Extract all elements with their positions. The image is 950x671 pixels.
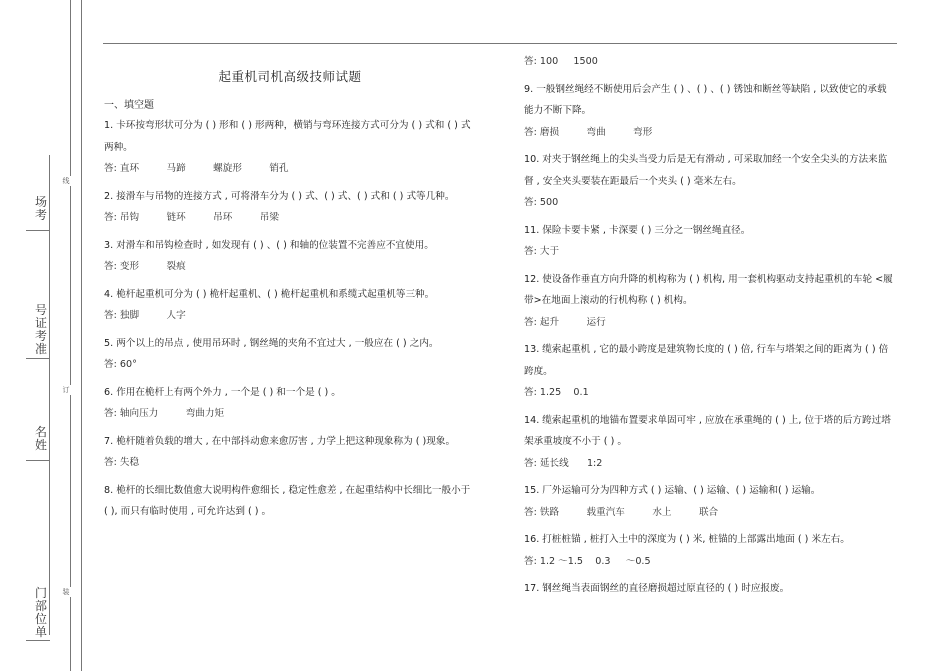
- right-column: [524, 51, 896, 606]
- binding-line-fields: [49, 155, 50, 635]
- answer-text: 答: 延长线 1:2: [524, 457, 603, 469]
- question-list: [104, 115, 476, 523]
- binding-tag-zhuang: 装: [60, 587, 72, 597]
- answer-text: 答: 磨损 弯曲 弯形: [524, 126, 653, 138]
- question-item: [524, 339, 896, 404]
- question-item: [104, 235, 476, 278]
- header-rule: [103, 43, 897, 44]
- question-item: [104, 186, 476, 229]
- binding-tag-xian: 线: [60, 176, 72, 186]
- field-underline: [26, 460, 50, 461]
- question-text: 4. 桅杆起重机可分为 ( ) 桅杆起重机、( ) 桅杆起重机和系缆式起重机等三种。: [104, 288, 435, 300]
- question-item: [524, 149, 896, 214]
- binding-line-inner: [81, 0, 82, 671]
- question-item: [524, 410, 896, 475]
- field-label-department: 门部位单: [34, 586, 47, 639]
- question-item: [524, 529, 896, 572]
- question-item: [524, 269, 896, 334]
- question-text: 2. 接滑车与吊物的连接方式 , 可将滑车分为 ( ) 式、( ) 式、( ) 式和 ( ) 式等几种。: [104, 190, 455, 202]
- question-text: 7. 桅杆随着负载的增大 , 在中部抖动愈来愈厉害 , 力学上把这种现象称为 ( )现象。: [104, 435, 456, 447]
- question-text: 1. 卡环按弯形状可分为 ( ) 形和 ( ) 形两种，横销与弯环连接方式可分为 ( ) 式和 ( ) 式两种。: [104, 120, 471, 153]
- question-text: 16. 打桩桩锚 , 桩打入土中的深度为 ( ) 米, 桩锚的上部露出地面 ( ) 米左右。: [524, 534, 850, 545]
- question-text: 15. 厂外运输可分为四种方式 ( ) 运输、( ) 运输、( ) 运输和( ) 运输。: [524, 485, 821, 496]
- binding-line-outer: [70, 0, 71, 671]
- question-item: [524, 51, 896, 73]
- answer-text: 答: 吊钩 链环 吊环 吊梁: [104, 212, 279, 223]
- section-heading: 一、填空题: [104, 100, 154, 111]
- field-label-name: 名姓: [34, 425, 47, 452]
- field-label-exam-venue: 场考: [34, 195, 47, 222]
- question-item: [524, 480, 896, 523]
- answer-text: 答: 失稳: [104, 457, 140, 468]
- question-item: [524, 220, 896, 263]
- question-text: 3. 对滑车和吊钩检查时 , 如发现有 ( ) 、( ) 和轴的位装置不完善应不宜使用。: [104, 239, 434, 251]
- answer-text: 答: 轴向压力 弯曲力矩: [104, 408, 225, 419]
- question-text: 12. 使设备作垂直方向升降的机构称为 ( ) 机构, 用一套机构驱动支持起重机的车轮 <履带>在地面上滚动的行机构称 ( ) 机构。: [524, 273, 893, 306]
- question-text: 5. 两个以上的吊点 , 使用吊环时 , 钢丝绳的夹角不宜过大 , 一般应在 ( ) 之内。: [104, 337, 439, 349]
- question-text: 9. 一般钢丝绳经不断使用后会产生 ( ) 、( ) 、( ) 锈蚀和断丝等缺陷 , 以致使它的承载能力不断下降。: [524, 83, 887, 116]
- answer-text: 答: 1.2 ～1.5 0.3 ～0.5: [524, 555, 651, 567]
- question-text: 10. 对夹于钢丝绳上的尖头当受力后是无有滑动 , 可采取加经一个安全尖头的方法来监督 , 安全夹头要装在距最后一个夹头 ( ) 毫米左右。: [524, 154, 888, 187]
- field-label-admission-number: 号证考准: [34, 303, 47, 356]
- binding-margin: [0, 0, 100, 671]
- question-item: [524, 79, 896, 144]
- binding-tag-ding: 订: [60, 385, 72, 395]
- question-item: [104, 480, 476, 523]
- answer-text: 答: 变形 裂痕: [104, 261, 186, 272]
- question-text: 11. 保险卡要卡紧 , 卡深要 ( ) 三分之一钢丝绳直径。: [524, 224, 751, 236]
- field-underline: [26, 230, 50, 231]
- answer-text: 答: 起升 运行: [524, 316, 606, 328]
- answer-text: 答: 大于: [524, 246, 560, 257]
- field-underline: [26, 358, 50, 359]
- question-item: [104, 382, 476, 425]
- answer-text: 答: 独脚 人字: [104, 310, 186, 321]
- question-text: 14. 缆索起重机的地锚布置要求单固可牢 , 应放在承重绳的 ( ) 上, 位于塔的后方跨过塔架承重坡度不小于 ( ) 。: [524, 414, 891, 447]
- left-column: [104, 50, 476, 529]
- answer-text: 答: 1.25 0.1: [524, 387, 589, 398]
- question-item: [524, 578, 896, 600]
- question-list: [524, 51, 896, 600]
- question-text: 13. 缆索起重机 , 它的最小跨度是建筑物长度的 ( ) 倍, 行车与塔架之间的距离为 ( ) 倍跨度。: [524, 344, 889, 377]
- answer-text: 答: 直环 马蹄 螺旋形 销孔: [104, 163, 289, 174]
- answer-text: 答: 铁路 载重汽车 水上 联合: [524, 506, 719, 518]
- field-underline: [26, 640, 50, 641]
- question-text: 8. 桅杆的长细比数值愈大说明构件愈细长 , 稳定性愈差 , 在起重结构中长细比一般小于 ( ), 而只有临时使用 , 可允许达到 ( ) 。: [104, 484, 471, 517]
- question-item: [104, 115, 476, 180]
- question-item: [104, 333, 476, 376]
- question-text: 17. 钢丝绳当表面钢丝的直径磨损超过原直径的 ( ) 时应报废。: [524, 583, 790, 594]
- question-item: [104, 431, 476, 474]
- answer-text: 答: 60°: [104, 359, 137, 370]
- page-title: 起重机司机高级技师试题: [218, 69, 362, 84]
- question-item: [104, 284, 476, 327]
- answer-text: 答: 500: [524, 197, 559, 208]
- question-text: 6. 作用在桅杆上有两个外力 , 一个是 ( ) 和一个是 ( ) 。: [104, 386, 341, 398]
- answer-text: 答: 100 1500: [524, 56, 598, 67]
